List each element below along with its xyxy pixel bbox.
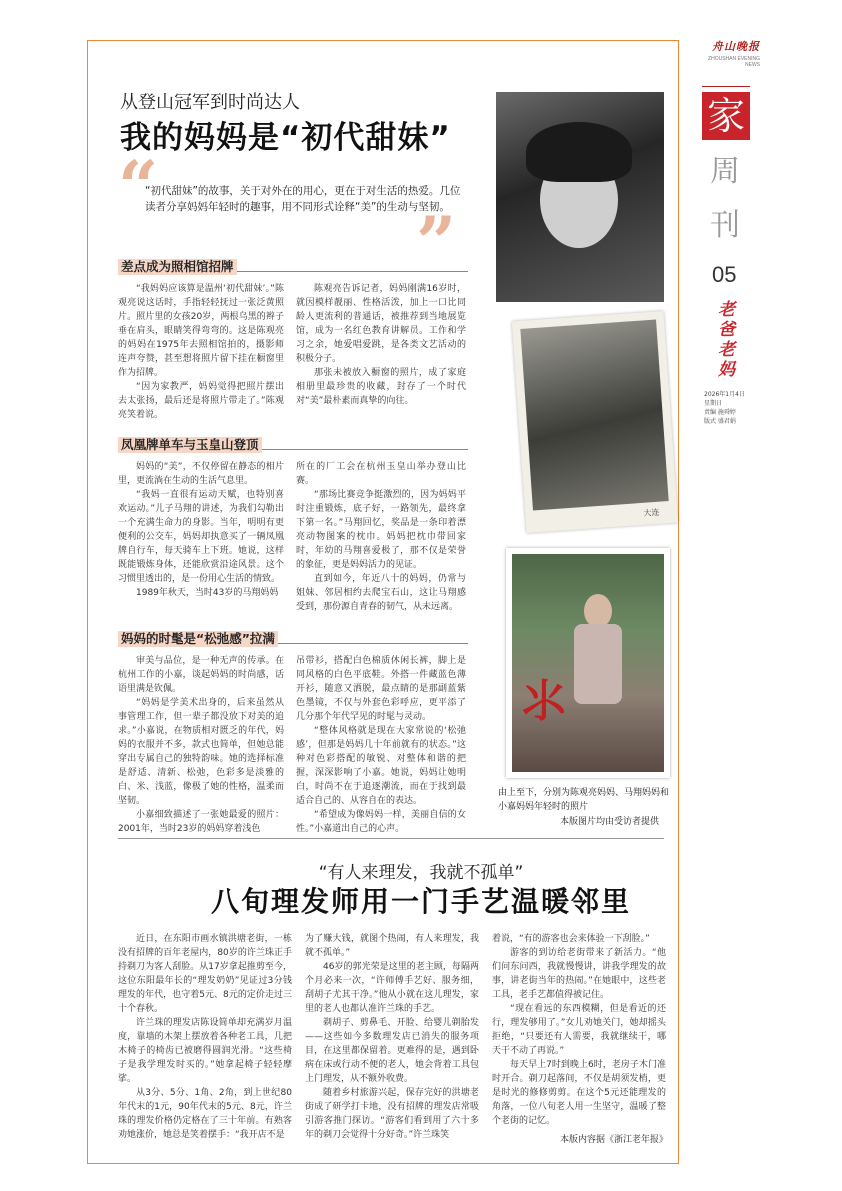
paragraph: 游客的到访给老街带来了新活力。“他们问东问西，我就慢慢讲，讲我学理发的故事，讲老街当年的热闹。”在她眼中，这些老工具，老手艺都值得被记住。 bbox=[492, 948, 666, 1000]
paragraph: “我妈一直很有运动天赋，也特别喜欢运动。”儿子马翔的讲述，为我们勾勒出一个充满生命力的身影。当年，明明有更便利的公交车，妈妈却执意买了一辆凤凰牌自行车，每天骑车上下班。她说，这样既能锻炼身体，还能欣赏沿途风景。这个习惯里透出的，是一份用心生活的情致。 bbox=[118, 490, 284, 584]
paragraph: 随着乡村旅游兴起，保存完好的洪塘老街成了研学打卡地，没有招牌的理发店常吸引游客推门探访。“游客们看到用了六十多年的剃刀会觉得十分好奇。”许兰珠笑 bbox=[305, 1088, 479, 1140]
paragraph: 剃胡子、剪鼻毛、开脸、给婴儿剃胎发——这些如今多数理发店已消失的服务项目，在这里都保留着。更难得的是，遇到卧病在床或行动不便的老人，她会背着工具包上门理发，从不额外收费。 bbox=[305, 1018, 479, 1084]
story2-col1 bbox=[118, 932, 292, 1142]
paragraph: 审美与品位，是一种无声的传承。在杭州工作的小嘉，谈起妈妈的时尚感，话语里满是钦佩。 bbox=[118, 656, 284, 694]
section1-col2 bbox=[296, 282, 466, 408]
section1-col1 bbox=[118, 282, 284, 422]
section2-col1 bbox=[118, 460, 284, 600]
section-char-2: 周 bbox=[710, 154, 740, 189]
photo-caption: 由上至下，分别为陈观亮妈妈、马翔妈妈和小嘉妈妈年轻时的照片 bbox=[498, 788, 670, 812]
photo-xiaojia-mother-image bbox=[512, 554, 664, 772]
section3-col2 bbox=[296, 654, 466, 836]
paragraph: 46岁的郭光荣是这里的老主顾，每隔两个月必来一次，“许师傅手艺好、服务细，刮胡子尤其干净。”他从小就在这儿理发，家里的老人也都认准许兰珠的手艺。 bbox=[305, 962, 479, 1014]
story1-subtitle: 从登山冠军到时尚达人 bbox=[120, 92, 300, 113]
story1-lead: “初代甜妹”的故事，关于对外在的用心，更在于对生活的热爱。几位读者分享妈妈年轻时的趣事，用不同形式诠释“美”的生动与坚韧。 bbox=[145, 185, 461, 213]
paragraph: 1989年秋天，当时43岁的马翔妈妈 bbox=[136, 588, 279, 598]
paragraph: 陈观亮告诉记者，妈妈刚满16岁时，就因模样靓丽、性格活泼，加上一口比同龄人更流利的普通话，被推荐到当地展览馆，成为一名红色教育讲解员。工作和学习之余，她爱唱爱跳，是各类文艺活动的积极分子。 bbox=[296, 284, 466, 364]
paragraph: 每天早上7时到晚上6时，老房子木门准时开合。剃刀起落间，不仅是胡须发梢，更是时光的修修剪剪。在这个5元还能理发的角落，一位八旬老人用一生坚守，温暖了整个老街的记忆。 bbox=[492, 1060, 666, 1126]
close-quote-icon: ” bbox=[416, 201, 457, 284]
paragraph: 所在的厂工会在杭州玉皇山举办登山比赛。 bbox=[296, 462, 466, 486]
paragraph: 那张未被放入橱窗的照片，成了家庭相册里最珍贵的收藏，封存了一个时代对“美”最朴素而真挚的向往。 bbox=[296, 368, 466, 406]
paragraph: “我妈妈应该算是温州‘初代甜妹’。”陈观亮说这话时，手指轻轻抚过一张泛黄照片。照片里的女孩20岁，两根乌黑的辫子垂在肩头，眼睛笑得弯弯的。这是陈观亮的妈妈在1975年去照相馆拍的，摄影师连声夸赞，甚至想将照片留下挂在橱窗里作为招牌。 bbox=[118, 284, 284, 378]
story-divider bbox=[118, 838, 664, 839]
section2-heading-text: 凤凰牌单车与玉皇山登顶 bbox=[118, 437, 262, 453]
story2-subtitle: “有人来理发，我就不孤单” bbox=[318, 863, 524, 883]
rock-inscription-mark: ⺢ bbox=[522, 676, 566, 727]
photo-xiaojia-mother bbox=[506, 548, 670, 778]
section1-heading-text: 差点成为照相馆招牌 bbox=[118, 259, 237, 275]
paragraph: 为了赚大钱，就图个热闹，有人来理发，我就不孤单。” bbox=[305, 934, 479, 958]
page-number: 05 bbox=[712, 262, 737, 287]
paragraph: 妈妈的“美”，不仅停留在静态的相片里，更流淌在生动的生活气息里。 bbox=[118, 462, 284, 486]
masthead-logo: 舟山晚报 bbox=[712, 40, 760, 53]
paragraph: 着说，“有的游客也会来体验一下刮脸。” bbox=[492, 934, 650, 944]
layout-credit: 版式 盛君娟 bbox=[704, 418, 736, 425]
story2-col3 bbox=[492, 932, 666, 1128]
section-char: 家 bbox=[702, 92, 750, 140]
open-quote-icon: “ bbox=[118, 145, 159, 228]
issue-weekday: 星期日 bbox=[704, 400, 723, 407]
paragraph: “整体风格就是现在大家常说的‘松弛感’，但那是妈妈几十年前就有的状态。”这种对色彩搭配的敏锐、对整体和谐的把握，深深影响了小嘉。她说，妈妈让她明白，时尚不在于追逐潮流，而在于找到最适合自己的、从容自在的表达。 bbox=[296, 726, 466, 806]
paragraph: 许兰珠的理发店陈设简单却充满岁月温度，靠墙的木架上摆放着各种老工具，几把木椅子的椅齿已被磨得圆润光滑。“这些椅子是我学理发时买的。”她拿起椅子轻轻摩挲。 bbox=[118, 1018, 292, 1084]
section2-col2 bbox=[296, 460, 466, 614]
section-char-3: 刊 bbox=[710, 208, 740, 243]
masthead-english: ZHOUSHAN EVENING NEWS bbox=[708, 56, 760, 68]
section3-col1 bbox=[118, 654, 284, 836]
issue-date: 2026年1月4日 bbox=[704, 391, 745, 398]
paragraph: 直到如今，年近八十的妈妈，仍常与姐妹、邻居相约去爬宝石山，这让马翔感受到，那份源自青春的韧气，从未远离。 bbox=[296, 574, 466, 612]
section2-heading bbox=[118, 434, 468, 450]
story2-col2 bbox=[305, 932, 479, 1142]
section3-heading-text: 妈妈的时髦是“松弛感”拉满 bbox=[118, 631, 278, 647]
masthead bbox=[700, 38, 760, 68]
photo-credit: 本版图片均由受访者提供 bbox=[560, 817, 660, 827]
paragraph: “现在看远的东西模糊，但是看近的还行，理发够用了。”女儿劝她关门，她却摇头拒绝，“只要还有人需要，我就继续干，哪天干不动了再说。” bbox=[492, 1004, 666, 1056]
story2-title: 八旬理发师用一门手艺温暖邻里 bbox=[210, 885, 631, 918]
story2-source: 本版内容据《浙江老年报》 bbox=[560, 1135, 669, 1145]
photo-chen-mother bbox=[496, 92, 664, 302]
paragraph: 近日，在东阳市画水镇洪塘老街，一栋没有招牌的百年老屋内，80岁的许兰珠正手持剃刀为客人刮脸。从17岁拿起推剪至今，这位东阳最年长的“理发奶奶”见证过3分钱理发的年代，也守着5元、8元的定价走过三十个春秋。 bbox=[118, 934, 292, 1014]
paragraph: 从3分、5分、1角、2角，到上世纪80年代末的1元，90年代末的5元、8元，许兰珠的理发价格仍定格在了三十年前。有熟客劝她涨价，她总是笑着摆手：“我开店不是 bbox=[118, 1088, 292, 1140]
photo-figure bbox=[574, 624, 622, 704]
paragraph: 小嘉细致描述了一张她最爱的照片：2001年，当时23岁的妈妈穿着浅色 bbox=[118, 810, 284, 834]
story1-title: 我的妈妈是“初代甜妹” bbox=[120, 120, 451, 156]
editor-credit: 责编 施舜婷 bbox=[704, 409, 736, 416]
paragraph: “因为家教严，妈妈觉得把照片摆出去太张扬，最后还是将照片带走了。”陈观亮笑着说。 bbox=[118, 382, 284, 420]
paragraph: “那场比赛竞争挺激烈的，因为妈妈平时注重锻炼，底子好，一路领先，最终拿下第一名。”马翔回忆，奖品是一条印着漂亮动物图案的枕巾。妈妈把枕巾带回家时，年幼的马翔喜爱极了，那不仅是荣誉的象征，更是妈妈活力的见证。 bbox=[296, 490, 466, 570]
masthead-rule bbox=[702, 86, 750, 87]
paragraph: “妈妈是学美术出身的，后来虽然从事管理工作，但一辈子都没放下对美的追求。”小嘉说，在物质相对匮乏的年代，妈妈的衣服并不多，款式也简单，但她总能穿出专属自己的独特韵味。她的选择标准是舒适、清新、松弛，色彩多是淡雅的白、米、浅蓝，像极了她的性格，温柔而坚韧。 bbox=[118, 698, 284, 806]
portrait-hair bbox=[526, 122, 632, 182]
photo-ma-mother-image bbox=[520, 319, 668, 510]
paragraph: 吊带衫，搭配白色棉质休闲长裤，脚上是同风格的白色平底鞋。外搭一件藏蓝色薄开衫，随意又洒脱，最点睛的是那副蓝紫色墨镜，不仅与外套色彩呼应，更平添了几分那个年代罕见的时髦与灵动。 bbox=[296, 656, 466, 722]
photo-ma-mother-label: 大连 bbox=[643, 507, 660, 518]
column-name: 老爸老妈 bbox=[718, 300, 735, 380]
section3-heading bbox=[118, 628, 468, 644]
photo-ma-mother bbox=[512, 311, 678, 533]
section1-heading bbox=[118, 256, 468, 272]
date-info bbox=[704, 390, 760, 426]
photo-face bbox=[584, 594, 612, 628]
paragraph: “希望成为像妈妈一样，美丽自信的女性。”小嘉道出自己的心声。 bbox=[296, 810, 466, 834]
